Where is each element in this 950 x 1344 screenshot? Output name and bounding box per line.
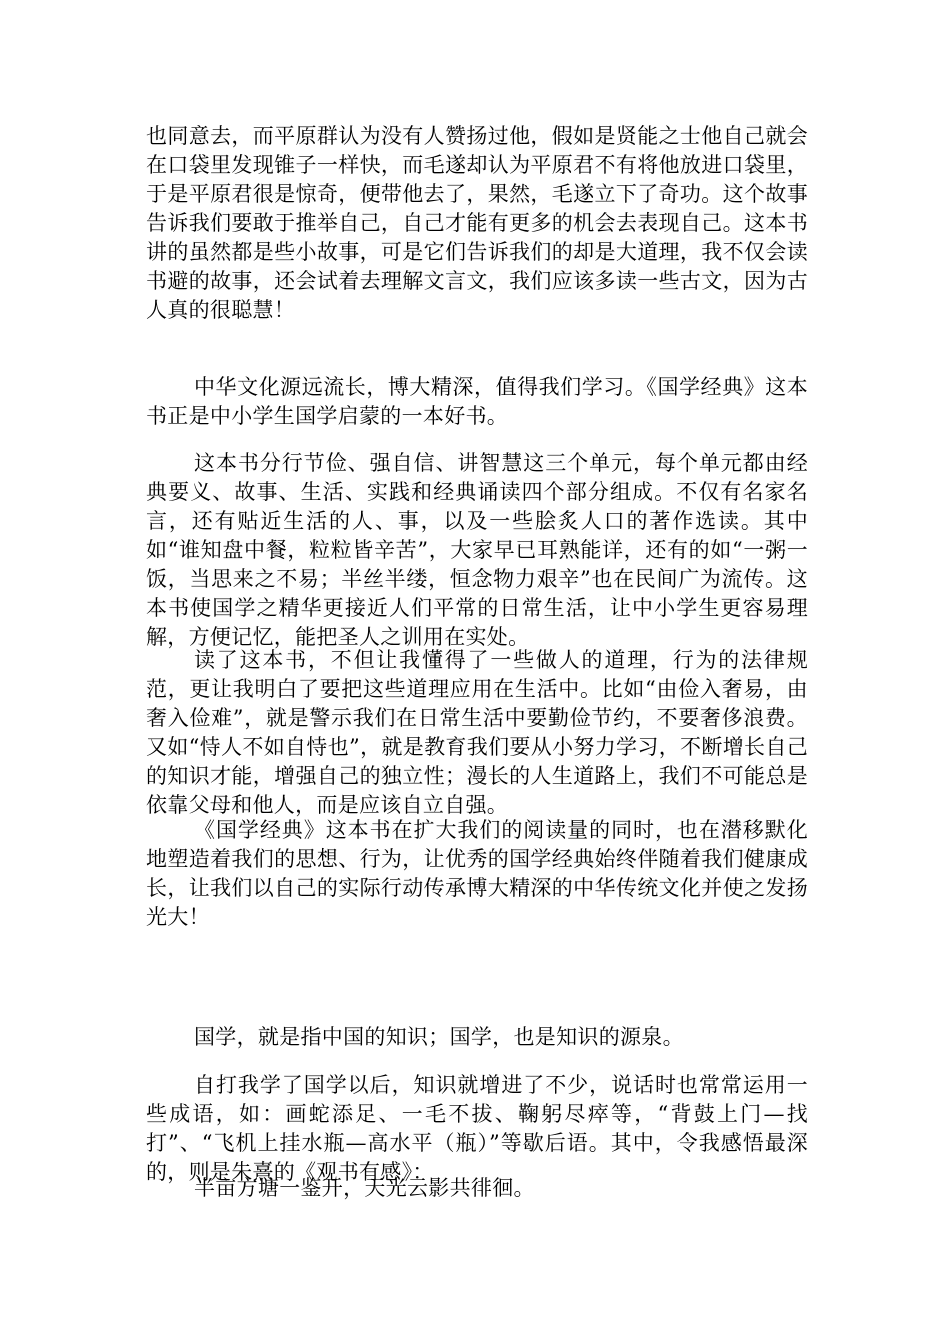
paragraph-story-conclusion: 也同意去，而平原群认为没有人赞扬过他，假如是贤能之士他自己就会在口袋里发现锥子一样快，而毛遂却认为平原君不有将他放进口袋里，于是平原君很是惊奇，便带他去了，果然，毛遂立下了奇功。这个故事告诉我们要敢于推举自己，自己才能有更多的机会去表现自己。这本书讲的虽然都是些小故事，可是它们告诉我们的却是大道理，我不仅会读书避的故事，还会试着去理解文言文，我们应该多读一些古文，因为古人真的很聪慧！ xyxy=(146,124,808,322)
paragraph-poem-line: 半亩方塘一鉴开，天光云影共徘徊。 xyxy=(194,1176,535,1200)
paragraph-learning-experience: 自打我学了国学以后，知识就增进了不少，说话时也常常运用一些成语，如：画蛇添足、一毛不拔、鞠躬尽瘁等，“背鼓上门—找打”、“飞机上挂水瓶—高水平（瓶）”等歇后语。其中，令我感悟最深的，则是朱熹的《观书有感》： xyxy=(146,1073,808,1184)
paragraph-book-structure: 这本书分行节俭、强自信、讲智慧这三个单元，每个单元都由经典要义、故事、生活、实践和经典诵读四个部分组成。不仅有名家名言，还有贴近生活的人、事，以及一些脍炙人口的著作选读。其中如“谁知盘中餐，粒粒皆辛苦”，大家早已耳熟能详，还有的如“一粥一饭，当思来之不易；半丝半缕，恒念物力艰辛”也在民间广为流传。这本书使国学之精华更接近人们平常的日常生活，让中小学生更容易理解，方便记忆，能把圣人之训用在实处。 xyxy=(146,451,808,649)
paragraph-lessons-learned: 读了这本书，不但让我懂得了一些做人的道理，行为的法律规范，更让我明白了要把这些道理应用在生活中。比如“由俭入奢易，由奢入俭难”，就是警示我们在日常生活中要勤俭节约，不要奢侈浪费。又如“恃人不如自恃也”，就是教育我们要从小努力学习，不断增长自己的知识才能，增强自己的独立性；漫长的人生道路上，我们不可能总是依靠父母和他人，而是应该自立自强。 xyxy=(146,648,808,817)
paragraph-intro-guoxue-jingdian: 中华文化源远流长，博大精深，值得我们学习。《国学经典》这本书正是中小学生国学启蒙的一本好书。 xyxy=(146,375,808,428)
paragraph-summary: 《国学经典》这本书在扩大我们的阅读量的同时，也在潜移默化地塑造着我们的思想、行为，让优秀的国学经典始终伴随着我们健康成长，让我们以自己的实际行动传承博大精深的中华传统文化并使之发扬光大！ xyxy=(146,818,808,929)
paragraph-guoxue-definition: 国学，就是指中国的知识；国学，也是知识的源泉。 xyxy=(194,1025,684,1049)
